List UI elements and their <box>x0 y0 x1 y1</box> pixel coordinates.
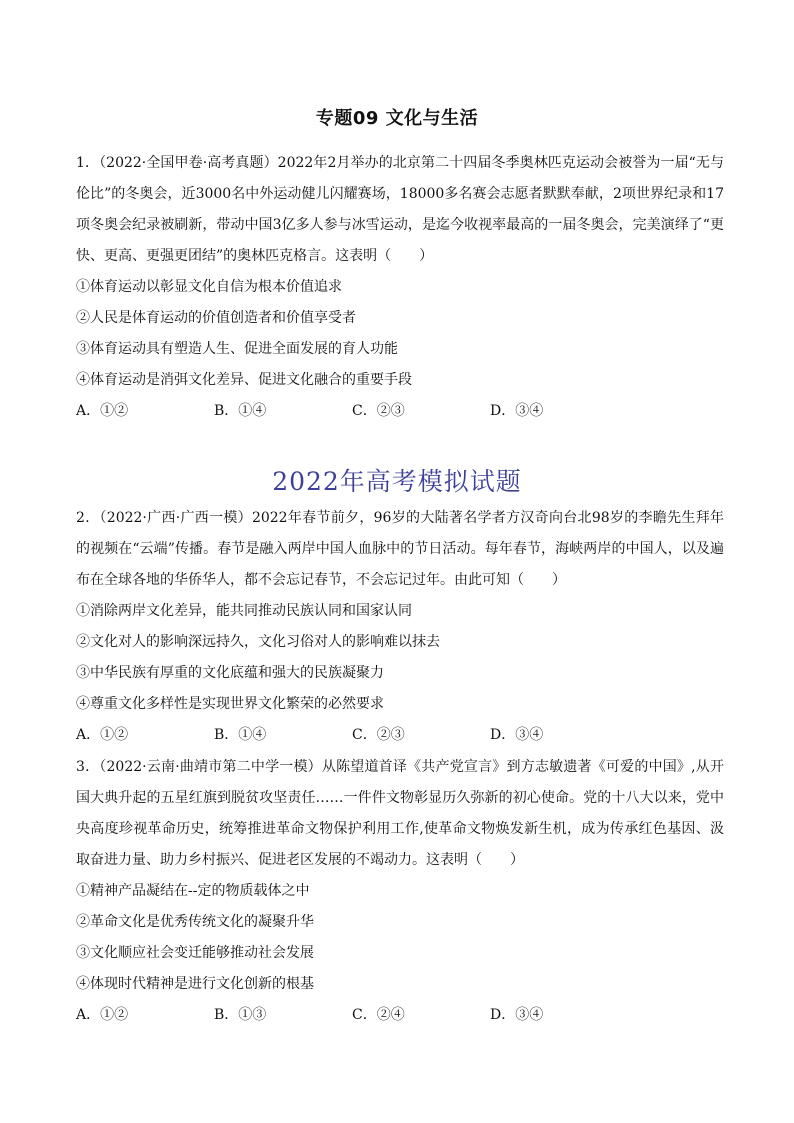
option-a[interactable]: A．①② <box>76 727 129 743</box>
statement-item: ④尊重文化多样性是实现世界文化繁荣的必然要求 <box>76 696 384 712</box>
option-c[interactable]: C．②③ <box>352 403 405 419</box>
page-title: 专题09 文化与生活 <box>315 108 479 129</box>
option-b[interactable]: B．①④ <box>214 403 267 419</box>
watermark: 2022年高考模拟试题 <box>272 467 522 496</box>
option-c[interactable]: C．②③ <box>352 727 405 743</box>
option-a[interactable]: A．①② <box>76 403 129 419</box>
question-3 <box>76 752 724 1031</box>
statement-item: ④体现时代精神是进行文化创新的根基 <box>76 976 314 992</box>
statement-item: ②革命文化是优秀传统文化的凝聚升华 <box>76 914 314 930</box>
question-stem: 2．（2022·广西·广西一模）2022年春节前夕，96岁的大陆著名学者方汉奇向台北98岁的李瞻先生拜年的视频在“云端”传播。春节是融入两岸中国人血脉中的节日活动。每年春节，海峡两岸的中国人，以及遍布在全球各地的华侨华人，都不会忘记春节，不会忘记过年。由此可知（ ） <box>76 510 724 588</box>
statement-item: ①体育运动以彰显文化自信为根本价值追求 <box>76 279 342 295</box>
option-d[interactable]: D．③④ <box>490 727 544 743</box>
statement-item: ①消除两岸文化差异，能共同推动民族认同和国家认同 <box>76 603 412 619</box>
option-b[interactable]: B．①③ <box>214 1007 267 1023</box>
option-b[interactable]: B．①④ <box>214 727 267 743</box>
question-1 <box>76 148 724 427</box>
answer-options <box>76 720 724 751</box>
statement-item: ①精神产品凝结在--定的物质载体之中 <box>76 883 310 899</box>
option-d[interactable]: D．③④ <box>490 403 544 419</box>
answer-options <box>76 1000 724 1031</box>
statement-item: ④体育运动是消弭文化差异、促进文化融合的重要手段 <box>76 372 412 388</box>
option-d[interactable]: D．③④ <box>490 1007 544 1023</box>
question-stem: 1．（2022·全国甲卷·高考真题）2022年2月举办的北京第二十四届冬季奥林匹克运动会被誉为一届“无与伦比”的冬奥会，近3000名中外运动健儿闪耀赛场，18000多名赛会志愿者默默奉献，2项世界纪录和17项冬奥会纪录被刷新，带动中国3亿多人参与冰雪运动，是迄今收视率最高的一届冬奥会，完美演绎了“更快、更高、更强更团结”的奥林匹克格言。这表明（ ） <box>76 155 724 264</box>
answer-options <box>76 396 724 427</box>
question-2 <box>76 503 724 751</box>
option-c[interactable]: C．②④ <box>352 1007 405 1023</box>
statement-item: ②人民是体育运动的价值创造者和价值享受者 <box>76 310 356 326</box>
statement-item: ③中华民族有厚重的文化底蕴和强大的民族凝聚力 <box>76 665 384 681</box>
statement-item: ③体育运动具有塑造人生、促进全面发展的育人功能 <box>76 341 398 357</box>
statement-item: ②文化对人的影响深远持久，文化习俗对人的影响难以抹去 <box>76 634 440 650</box>
question-stem: 3．（2022·云南·曲靖市第二中学一模）从陈望道首译《共产党宣言》到方志敏遗著《可爱的中国》,从开国大典升起的五星红旗到脱贫攻坚责任……一件件文物彰显历久弥新的初心使命。党的十八大以来，党中央高度珍视革命历史，统筹推进革命文物保护利用工作,使革命文物焕发新生机，成为传承红色基因、汲取奋进力量、助力乡村振兴、促进老区发展的不竭动力。这表明（ ） <box>76 759 724 868</box>
option-a[interactable]: A．①② <box>76 1007 129 1023</box>
statement-item: ③文化顺应社会变迁能够推动社会发展 <box>76 945 314 961</box>
